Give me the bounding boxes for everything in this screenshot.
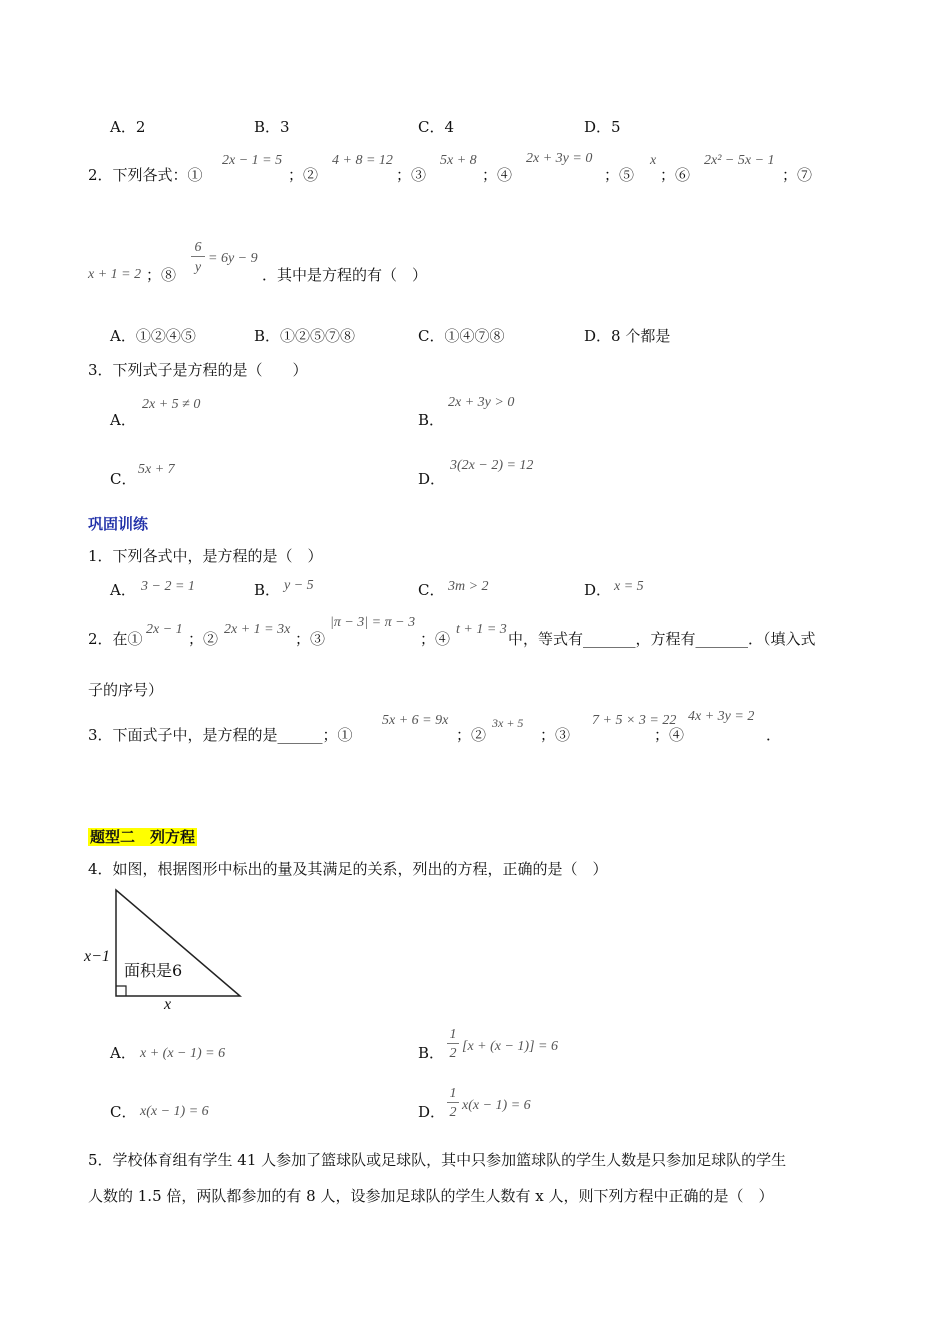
- q3-b-expr: 2x + 3y > 0: [448, 395, 515, 410]
- q2-tail: ．其中是方程的有（ ）: [262, 266, 428, 284]
- g2-expr-3: |π − 3| = π − 3: [330, 615, 416, 630]
- q4-a-label: A．: [110, 1044, 136, 1062]
- g2-sep-3: ；④: [420, 630, 451, 648]
- q2-frac-den: y: [194, 260, 202, 275]
- figure-area-label: 面积是6: [124, 961, 183, 980]
- right-angle-mark: [116, 986, 126, 996]
- q3-a-label: A．: [110, 411, 136, 429]
- q4-b-frac-num: 1: [447, 1027, 459, 1044]
- q2-frac-num: 6: [191, 240, 205, 257]
- q3-a-expr: 2x + 5 ≠ 0: [142, 397, 201, 412]
- q2-expr-1: 2x − 1 = 5: [222, 153, 283, 168]
- g2-tail: 中，等式有_______，方程有_______．（填入式: [508, 630, 816, 648]
- q3-d-label: D．: [418, 470, 446, 488]
- g3-sep-1: ；②: [456, 726, 487, 744]
- g3-sep-3: ；④: [654, 726, 685, 744]
- g2-expr-1: 2x − 1: [146, 622, 183, 637]
- triangle-figure: [84, 886, 254, 1016]
- option-c: C．4: [418, 118, 455, 136]
- figure-base-label: x: [164, 996, 172, 1013]
- g3-expr-1: 5x + 6 = 9x: [382, 713, 449, 728]
- option-b: B．3: [254, 118, 290, 136]
- section-heading-highlight: 题型二 列方程: [90, 828, 196, 846]
- q2-option-d: D．8 个都是: [584, 327, 671, 345]
- q5-line-1: 5．学校体育组有学生 41 人参加了篮球队或足球队，其中只参加篮球队的学生人数是只参加足球队的学生: [88, 1151, 787, 1169]
- g2-sep-2: ；③: [295, 630, 326, 648]
- q2-lead: 2．下列各式：①: [88, 166, 203, 184]
- q2-sep-2: ；③: [396, 166, 427, 184]
- q4-stem: 4．如图，根据图形中标出的量及其满足的关系，列出的方程，正确的是（ ）: [88, 860, 608, 878]
- q2-expr-5: x: [650, 153, 657, 168]
- q2-sep-6: ；⑦: [782, 166, 813, 184]
- q2-expr-8-rest: = 6y − 9: [208, 251, 258, 266]
- q4-b-label: B．: [418, 1044, 445, 1062]
- q2-expr-7: x + 1 = 2: [88, 267, 142, 282]
- g1-c-expr: 3m > 2: [448, 579, 489, 594]
- q2-sep-1: ；②: [288, 166, 319, 184]
- g3-expr-4: 4x + 3y = 2: [688, 709, 755, 724]
- g1-a-expr: 3 − 2 = 1: [141, 579, 195, 594]
- option-a: A．2: [110, 118, 146, 136]
- q2-expr-3: 5x + 8: [440, 153, 477, 168]
- g3-expr-3: 7 + 5 × 3 = 22: [592, 713, 677, 728]
- q2-option-b: B．①②⑤⑦⑧: [254, 327, 356, 345]
- q4-b-frac-den: 2: [449, 1046, 457, 1061]
- q2-expr-4: 2x + 3y = 0: [526, 151, 593, 166]
- g2-lead: 2．在①: [88, 630, 143, 648]
- section-heading-equations: [88, 827, 197, 847]
- q2-sep-5: ；⑥: [660, 166, 691, 184]
- q2-expr-6: 2x² − 5x − 1: [704, 153, 775, 168]
- q2-sep-4: ；⑤: [604, 166, 635, 184]
- g2-line-2: 子的序号）: [88, 681, 164, 699]
- g2-sep-1: ；②: [188, 630, 219, 648]
- q2-expr-2: 4 + 8 = 12: [332, 153, 393, 168]
- figure-side-label: x−1: [84, 948, 110, 965]
- g3-expr-2: 3x + 5: [492, 716, 524, 730]
- q2-sep-7: ；⑧: [146, 266, 177, 284]
- q3-c-expr: 5x + 7: [138, 462, 175, 477]
- q4-c-label: C．: [110, 1103, 137, 1121]
- q3-stem: 3．下列式子是方程的是（ ）: [88, 361, 308, 379]
- q3-d-expr: 3(2x − 2) = 12: [450, 458, 534, 473]
- q2-sep-3: ；④: [482, 166, 513, 184]
- g1-b-expr: y − 5: [284, 578, 314, 593]
- q4-d-frac-num: 1: [447, 1086, 459, 1103]
- g1-a-label: A．: [110, 581, 136, 599]
- q4-a-expr: x + (x − 1) = 6: [140, 1046, 226, 1061]
- g2-expr-4: t + 1 = 3: [456, 622, 507, 637]
- q5-line-2: 人数的 1.5 倍，两队都参加的有 8 人，设参加足球队的学生人数有 x 人，则下列方程中正确的是（ ）: [88, 1187, 774, 1205]
- g1-d-expr: x = 5: [614, 579, 644, 594]
- g1-b-label: B．: [254, 581, 281, 599]
- q3-c-label: C．: [110, 470, 137, 488]
- q4-b-expr: [x + (x − 1)] = 6: [462, 1039, 558, 1054]
- g1-d-label: D．: [584, 581, 612, 599]
- g3-lead: 3．下面式子中，是方程的是______；①: [88, 726, 353, 744]
- q4-d-expr: x(x − 1) = 6: [462, 1098, 531, 1113]
- section-heading-consolidation: 巩固训练: [88, 515, 149, 533]
- g1-stem: 1．下列各式中，是方程的是（ ）: [88, 547, 323, 565]
- q3-b-label: B．: [418, 411, 445, 429]
- q2-option-a: A．①②④⑤: [110, 327, 196, 345]
- g3-end: ．: [766, 726, 782, 744]
- g1-c-label: C．: [418, 581, 445, 599]
- q4-d-label: D．: [418, 1103, 446, 1121]
- q4-d-frac-den: 2: [449, 1105, 457, 1120]
- g3-sep-2: ；③: [540, 726, 571, 744]
- g2-expr-2: 2x + 1 = 3x: [224, 622, 291, 637]
- q4-c-expr: x(x − 1) = 6: [140, 1104, 209, 1119]
- option-d: D．5: [584, 118, 621, 136]
- q2-option-c: C．①④⑦⑧: [418, 327, 505, 345]
